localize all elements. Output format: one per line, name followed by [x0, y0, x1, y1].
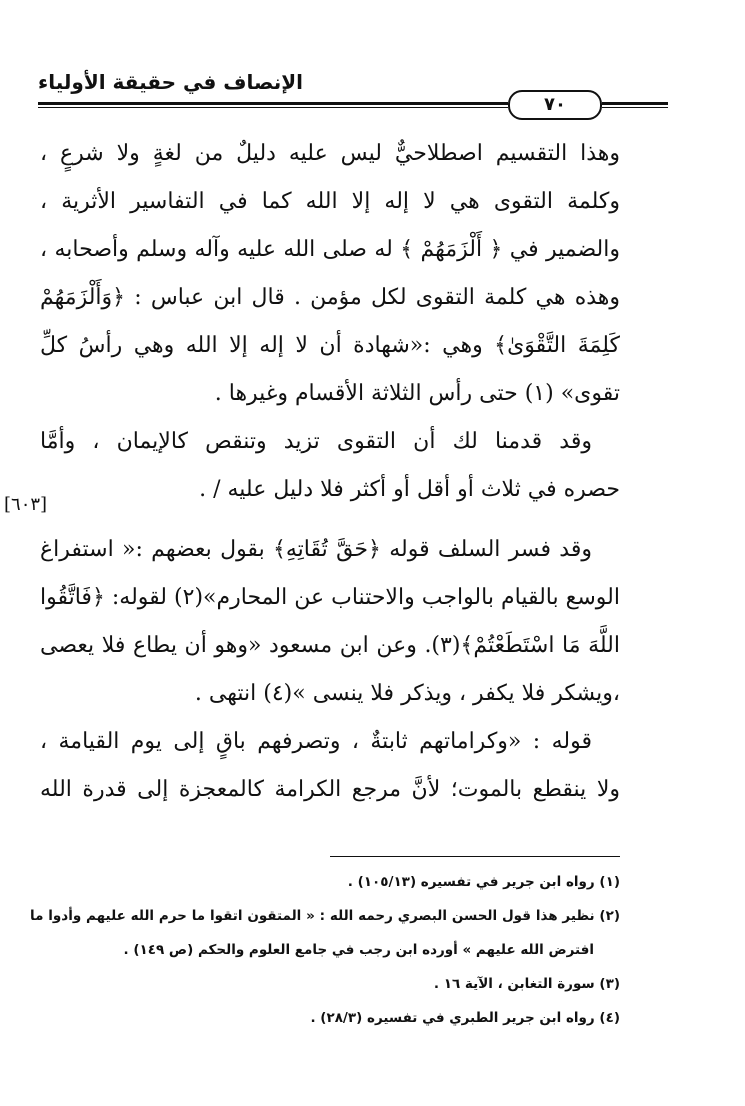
text-line: والضمير في ﴿ أَلْزَمَهُمْ ﴾ له صلى الله عليه وآله وسلم وأصحابه ،	[40, 237, 620, 262]
page-header	[38, 62, 668, 122]
header-rule-right	[602, 102, 668, 108]
text-line: وقد فسر السلف قوله ﴿حَقَّ تُقَاتِهِ﴾ بقول بعضهم :« استفراغ	[40, 537, 592, 562]
footnote-separator	[330, 856, 620, 857]
text-line: حصره في ثلاث أو أقل أو أكثر فلا دليل عليه / .	[199, 477, 620, 502]
manuscript-folio-marker: [٦٠٣]	[4, 494, 48, 515]
text-line: وقد قدمنا لك أن التقوى تزيد وتنقص كالإيمان ، وأمَّا	[40, 429, 592, 454]
text-line: وهذه هي كلمة التقوى لكل مؤمن . قال ابن عباس : ﴿وَأَلْزَمَهُمْ	[40, 285, 620, 310]
footnote-3: (٣) سورة التغابن ، الآية ١٦ .	[433, 976, 620, 992]
text-line: وهذا التقسيم اصطلاحيٌّ ليس عليه دليلٌ من لغةٍ ولا شرعٍ ،	[40, 141, 620, 166]
footnote-2: (٢) نظير هذا قول الحسن البصري رحمه الله : « المتقون اتقوا ما حرم الله عليهم وأدوا ما	[30, 908, 620, 924]
header-rule-left	[38, 102, 508, 108]
footnotes	[30, 872, 620, 1042]
text-line: ،ويشكر فلا يكفر ، ويذكر فلا ينسى »(٤) انتهى .	[194, 681, 620, 706]
footnote-2-continued: افترض الله عليهم » أورده ابن رجب في جامع العلوم والحكم (ص ١٤٩) .	[123, 942, 594, 958]
text-line: ولا ينقطع بالموت؛ لأنَّ مرجع الكرامة كالمعجزة إلى قدرة الله	[40, 777, 620, 802]
text-line: الوسع بالقيام بالواجب والاحتناب عن المحارم»(٢) لقوله: ﴿فَاتَّقُوا	[40, 585, 620, 610]
text-line: كَلِمَةَ التَّقْوَىٰ﴾ وهي :«شهادة أن لا إله إلا الله وهي رأسُ كلِّ	[40, 333, 620, 358]
main-text	[40, 130, 620, 814]
text-line: قوله : «وكراماتهم ثابتةٌ ، وتصرفهم باقٍ إلى يوم القيامة ،	[40, 729, 592, 754]
text-line: تقوى» (١) حتى رأس الثلاثة الأقسام وغيرها .	[214, 381, 620, 406]
running-title: الإنصاف في حقيقة الأولياء	[38, 70, 304, 94]
text-line: اللَّهَ مَا اسْتَطَعْتُمْ﴾(٣). وعن ابن مسعود «وهو أن يطاع فلا يعصى	[40, 633, 620, 658]
footnote-4: (٤) رواه ابن جرير الطبري في تفسيره (٢٨/٣) .	[310, 1010, 620, 1026]
footnote-1: (١) رواه ابن جرير في تفسيره (١٠٥/١٣) .	[347, 874, 620, 890]
page-number: ٧٠	[508, 90, 602, 120]
text-line: وكلمة التقوى هي لا إله إلا الله كما في التفاسير الأثرية ،	[40, 189, 620, 214]
